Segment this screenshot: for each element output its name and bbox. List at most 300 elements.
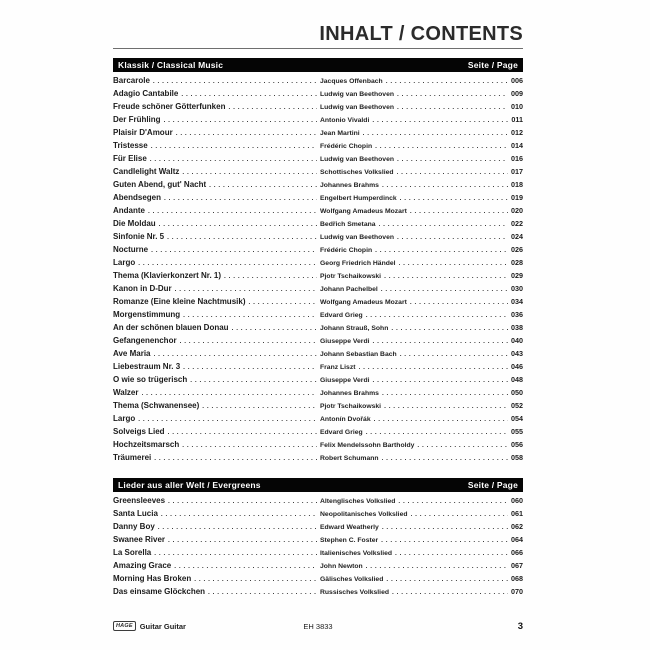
- entry-page: 036: [511, 310, 523, 319]
- entry-composer-cell: [320, 273, 511, 280]
- entry-page: 060: [511, 496, 523, 505]
- entry-title-cell: [113, 284, 320, 293]
- page-footer: [113, 618, 523, 634]
- entry-page: 026: [511, 245, 523, 254]
- dot-leader: [208, 589, 317, 596]
- publisher-block: [113, 621, 186, 631]
- dot-leader: [164, 195, 317, 202]
- toc-entry-row: [113, 115, 523, 128]
- page-header: [113, 0, 523, 49]
- section-page-header: Seite / Page: [467, 480, 518, 490]
- dot-leader: [382, 524, 508, 531]
- dot-leader: [411, 511, 508, 518]
- dot-leader: [400, 195, 508, 202]
- toc-entry-row: [113, 522, 523, 535]
- dot-leader: [182, 169, 317, 176]
- entry-composer: Pjotr Tschaikowski: [320, 273, 382, 280]
- entry-title: Adagio Cantabile: [113, 89, 179, 98]
- dot-leader: [366, 429, 508, 436]
- dot-leader: [174, 563, 317, 570]
- dot-leader: [154, 455, 317, 462]
- section-header-bar: [113, 58, 523, 72]
- entry-title: Candlelight Waltz: [113, 167, 180, 176]
- entry-composer-cell: [320, 260, 511, 267]
- entry-composer: Felix Mendelssohn Bartholdy: [320, 442, 415, 449]
- entry-composer-cell: [320, 130, 511, 137]
- entry-title-cell: [113, 362, 320, 371]
- toc-entry-row: [113, 180, 523, 193]
- dot-leader: [392, 589, 508, 596]
- entry-title: Für Elise: [113, 154, 147, 163]
- entry-composer-cell: [320, 312, 511, 319]
- entry-title: Morning Has Broken: [113, 574, 192, 583]
- entry-composer-cell: [320, 117, 511, 124]
- entry-composer: Gälisches Volkslied: [320, 576, 384, 583]
- dot-leader: [382, 455, 508, 462]
- entry-composer-cell: [320, 325, 511, 332]
- entry-page: 050: [511, 388, 523, 397]
- entry-title-cell: [113, 232, 320, 241]
- entry-title: Walzer: [113, 388, 139, 397]
- toc-entry-row: [113, 258, 523, 271]
- entry-composer-cell: [320, 576, 511, 583]
- dot-leader: [372, 117, 508, 124]
- entry-page: 024: [511, 232, 523, 241]
- entry-title-cell: [113, 167, 320, 176]
- entry-composer: Wolfgang Amadeus Mozart: [320, 299, 407, 306]
- entry-composer: Stephen C. Foster: [320, 537, 379, 544]
- dot-leader: [209, 182, 317, 189]
- toc-entry-row: [113, 310, 523, 323]
- dot-leader: [397, 104, 508, 111]
- entry-composer-cell: [320, 390, 511, 397]
- section-page-header: Seite / Page: [467, 60, 518, 70]
- entry-page: 056: [511, 440, 523, 449]
- dot-leader: [395, 550, 508, 557]
- entry-title-cell: [113, 180, 320, 189]
- entry-title-cell: [113, 206, 320, 215]
- entry-title: Barcarole: [113, 76, 150, 85]
- dot-leader: [372, 338, 508, 345]
- publisher-logo: HAGE: [113, 621, 136, 631]
- entry-composer-cell: [320, 351, 511, 358]
- entry-title: Largo: [113, 258, 136, 267]
- entry-composer-cell: [320, 143, 511, 150]
- dot-leader: [224, 273, 317, 280]
- entry-page: 020: [511, 206, 523, 215]
- entry-composer-cell: [320, 195, 511, 202]
- entry-composer: Johann Strauß, Sohn: [320, 325, 389, 332]
- toc-entry-row: [113, 297, 523, 310]
- entry-title-cell: [113, 258, 320, 267]
- entry-page: 064: [511, 535, 523, 544]
- entry-title-cell: [113, 401, 320, 410]
- dot-leader: [384, 273, 508, 280]
- section-rows: [113, 492, 523, 600]
- entry-composer-cell: [320, 91, 511, 98]
- entry-title: Das einsame Glöckchen: [113, 587, 206, 596]
- toc-content: [113, 0, 523, 600]
- dot-leader: [375, 143, 508, 150]
- toc-entry-row: [113, 76, 523, 89]
- dot-leader: [154, 351, 318, 358]
- toc-entry-row: [113, 102, 523, 115]
- entry-composer: Johann Pachelbel: [320, 286, 378, 293]
- entry-title-cell: [113, 89, 320, 98]
- entry-title-cell: [113, 297, 320, 306]
- entry-composer: Franz Liszt: [320, 364, 356, 371]
- dot-leader: [398, 498, 508, 505]
- entry-title: Tristesse: [113, 141, 148, 150]
- entry-composer: Ludwig van Beethoven: [320, 156, 395, 163]
- entry-title-cell: [113, 414, 320, 423]
- dot-leader: [150, 156, 317, 163]
- dot-leader: [384, 403, 508, 410]
- dot-leader: [381, 286, 508, 293]
- entry-title: Sinfonie Nr. 5: [113, 232, 165, 241]
- entry-title-cell: [113, 509, 320, 518]
- dot-leader: [382, 390, 508, 397]
- toc-entry-row: [113, 440, 523, 453]
- dot-leader: [183, 364, 317, 371]
- entry-composer-cell: [320, 169, 511, 176]
- dot-leader: [372, 377, 508, 384]
- dot-leader: [167, 234, 317, 241]
- entry-page: 055: [511, 427, 523, 436]
- entry-title-cell: [113, 336, 320, 345]
- entry-title: Kanon in D-Dur: [113, 284, 172, 293]
- entry-title-cell: [113, 375, 320, 384]
- dot-leader: [381, 537, 508, 544]
- entry-composer: Schottisches Volkslied: [320, 169, 394, 176]
- entry-title: Der Frühling: [113, 115, 161, 124]
- entry-composer-cell: [320, 524, 511, 531]
- entry-page: 067: [511, 561, 523, 570]
- entry-page: 034: [511, 297, 523, 306]
- entry-composer-cell: [320, 429, 511, 436]
- dot-leader: [359, 364, 509, 371]
- entry-title: Danny Boy: [113, 522, 155, 531]
- entry-title: Nocturne: [113, 245, 149, 254]
- toc-entry-row: [113, 574, 523, 587]
- entry-composer: Pjotr Tschaikowski: [320, 403, 382, 410]
- entry-composer-cell: [320, 416, 511, 423]
- dot-leader: [164, 117, 317, 124]
- entry-composer: Giuseppe Verdi: [320, 338, 370, 345]
- entry-title: Solveigs Lied: [113, 427, 165, 436]
- entry-title: Hochzeitsmarsch: [113, 440, 180, 449]
- dot-leader: [228, 104, 317, 111]
- dot-leader: [161, 511, 317, 518]
- entry-page: 017: [511, 167, 523, 176]
- toc-entry-row: [113, 336, 523, 349]
- entry-title: Thema (Schwanensee): [113, 401, 200, 410]
- entry-title: An der schönen blauen Donau: [113, 323, 229, 332]
- toc-entry-row: [113, 271, 523, 284]
- entry-title-cell: [113, 115, 320, 124]
- toc-entry-row: [113, 232, 523, 245]
- entry-page: 012: [511, 128, 523, 137]
- entry-title: Die Moldau: [113, 219, 156, 228]
- page-title: INHALT / CONTENTS: [319, 23, 523, 45]
- entry-page: 046: [511, 362, 523, 371]
- entry-page: 048: [511, 375, 523, 384]
- entry-title: Ave Maria: [113, 349, 151, 358]
- entry-page: 038: [511, 323, 523, 332]
- dot-leader: [397, 234, 508, 241]
- entry-composer: Wolfgang Amadeus Mozart: [320, 208, 407, 215]
- entry-page: 028: [511, 258, 523, 267]
- section-title: Lieder aus aller Welt / Evergreens: [118, 480, 261, 490]
- entry-title-cell: [113, 193, 320, 202]
- toc-entry-row: [113, 427, 523, 440]
- entry-composer-cell: [320, 247, 511, 254]
- dot-leader: [391, 325, 508, 332]
- entry-title: Romanze (Eine kleine Nachtmusik): [113, 297, 246, 306]
- entry-title: Swanee River: [113, 535, 166, 544]
- dot-leader: [232, 325, 317, 332]
- entry-composer-cell: [320, 377, 511, 384]
- entry-page: 040: [511, 336, 523, 345]
- entry-title-cell: [113, 219, 320, 228]
- entry-page: 006: [511, 76, 523, 85]
- entry-title-cell: [113, 102, 320, 111]
- dot-leader: [168, 429, 317, 436]
- entry-composer: Georg Friedrich Händel: [320, 260, 396, 267]
- entry-composer: Engelbert Humperdinck: [320, 195, 397, 202]
- toc-entry-row: [113, 453, 523, 466]
- entry-title-cell: [113, 76, 320, 85]
- entry-composer: Altenglisches Volkslied: [320, 498, 396, 505]
- entry-composer: Antonio Vivaldi: [320, 117, 370, 124]
- dot-leader: [400, 351, 508, 358]
- dot-leader: [379, 221, 508, 228]
- entry-title-cell: [113, 548, 320, 557]
- entry-page: 068: [511, 574, 523, 583]
- entry-title-cell: [113, 427, 320, 436]
- entry-page: 043: [511, 349, 523, 358]
- dot-leader: [190, 377, 317, 384]
- entry-page: 009: [511, 89, 523, 98]
- entry-page: 066: [511, 548, 523, 557]
- entry-composer: Jacques Offenbach: [320, 78, 383, 85]
- entry-title-cell: [113, 141, 320, 150]
- toc-entry-row: [113, 141, 523, 154]
- entry-title: Träumerei: [113, 453, 152, 462]
- toc-entry-row: [113, 548, 523, 561]
- entry-title-cell: [113, 128, 320, 137]
- entry-composer-cell: [320, 299, 511, 306]
- dot-leader: [142, 390, 318, 397]
- entry-composer-cell: [320, 208, 511, 215]
- entry-title: Andante: [113, 206, 145, 215]
- entry-title-cell: [113, 310, 320, 319]
- toc-entry-row: [113, 193, 523, 206]
- entry-composer-cell: [320, 589, 511, 596]
- entry-page: 011: [511, 115, 523, 124]
- entry-composer: Frédéric Chopin: [320, 143, 373, 150]
- dot-leader: [248, 299, 317, 306]
- entry-title-cell: [113, 453, 320, 462]
- entry-composer: Johannes Brahms: [320, 390, 379, 397]
- toc-entry-row: [113, 89, 523, 102]
- toc-section: [113, 478, 523, 600]
- entry-composer-cell: [320, 234, 511, 241]
- dot-leader: [397, 156, 508, 163]
- entry-title-cell: [113, 245, 320, 254]
- dot-leader: [176, 130, 317, 137]
- dot-leader: [363, 130, 508, 137]
- toc-entry-row: [113, 167, 523, 180]
- entry-title: Greensleeves: [113, 496, 166, 505]
- dot-leader: [151, 247, 317, 254]
- footer-page-number: 3: [517, 620, 523, 632]
- toc-entry-row: [113, 362, 523, 375]
- toc-sections: [113, 58, 523, 600]
- dot-leader: [194, 576, 317, 583]
- dot-leader: [168, 537, 317, 544]
- entry-composer: Antonín Dvořák: [320, 416, 371, 423]
- entry-composer-cell: [320, 156, 511, 163]
- dot-leader: [417, 442, 508, 449]
- entry-composer: Johannes Brahms: [320, 182, 379, 189]
- dot-leader: [175, 286, 317, 293]
- entry-title-cell: [113, 440, 320, 449]
- entry-composer-cell: [320, 221, 511, 228]
- dot-leader: [154, 550, 317, 557]
- entry-title: Santa Lucia: [113, 509, 158, 518]
- dot-leader: [138, 416, 317, 423]
- entry-composer: Edward Weatherly: [320, 524, 379, 531]
- entry-composer-cell: [320, 78, 511, 85]
- dot-leader: [397, 91, 508, 98]
- toc-entry-row: [113, 535, 523, 548]
- dot-leader: [366, 563, 508, 570]
- toc-entry-row: [113, 509, 523, 522]
- section-title: Klassik / Classical Music: [118, 60, 224, 70]
- entry-page: 014: [511, 141, 523, 150]
- entry-page: 022: [511, 219, 523, 228]
- dot-leader: [153, 78, 317, 85]
- entry-composer-cell: [320, 338, 511, 345]
- toc-entry-row: [113, 375, 523, 388]
- dot-leader: [375, 247, 508, 254]
- entry-composer: Johann Sebastian Bach: [320, 351, 397, 358]
- entry-page: 018: [511, 180, 523, 189]
- entry-composer: John Newton: [320, 563, 363, 570]
- entry-title: Thema (Klavierkonzert Nr. 1): [113, 271, 222, 280]
- entry-composer-cell: [320, 364, 511, 371]
- entry-title-cell: [113, 349, 320, 358]
- catalog-number: EH 3833: [303, 621, 333, 631]
- entry-title-cell: [113, 535, 320, 544]
- entry-composer: Frédéric Chopin: [320, 247, 373, 254]
- toc-entry-row: [113, 219, 523, 232]
- dot-leader: [168, 498, 317, 505]
- entry-composer: Neopolitanisches Volkslied: [320, 511, 408, 518]
- dot-leader: [158, 524, 317, 531]
- entry-title: Plaisir D'Amour: [113, 128, 173, 137]
- entry-title: Amazing Grace: [113, 561, 172, 570]
- dot-leader: [382, 182, 508, 189]
- dot-leader: [202, 403, 317, 410]
- entry-page: 070: [511, 587, 523, 596]
- entry-title-cell: [113, 522, 320, 531]
- entry-composer-cell: [320, 537, 511, 544]
- toc-entry-row: [113, 154, 523, 167]
- entry-composer: Ludwig van Beethoven: [320, 234, 395, 241]
- entry-composer-cell: [320, 442, 511, 449]
- entry-composer-cell: [320, 182, 511, 189]
- section-rows: [113, 72, 523, 466]
- entry-composer: Edvard Grieg: [320, 312, 363, 319]
- dot-leader: [183, 312, 317, 319]
- dot-leader: [159, 221, 317, 228]
- toc-entry-row: [113, 561, 523, 574]
- entry-composer: Italienisches Volkslied: [320, 550, 393, 557]
- entry-title-cell: [113, 587, 320, 596]
- entry-composer: Jean Martini: [320, 130, 360, 137]
- entry-composer: Bedřich Smetana: [320, 221, 376, 228]
- toc-entry-row: [113, 587, 523, 600]
- dot-leader: [410, 208, 508, 215]
- toc-entry-row: [113, 414, 523, 427]
- entry-composer-cell: [320, 104, 511, 111]
- dot-leader: [374, 416, 508, 423]
- toc-entry-row: [113, 245, 523, 258]
- entry-page: 052: [511, 401, 523, 410]
- entry-composer: Ludwig van Beethoven: [320, 104, 395, 111]
- entry-title: O wie so trügerisch: [113, 375, 188, 384]
- entry-title: Gefangenenchor: [113, 336, 177, 345]
- entry-composer-cell: [320, 286, 511, 293]
- entry-composer: Russisches Volkslied: [320, 589, 390, 596]
- entry-page: 019: [511, 193, 523, 202]
- entry-page: 010: [511, 102, 523, 111]
- dot-leader: [410, 299, 508, 306]
- entry-title: Largo: [113, 414, 136, 423]
- header-rule: [113, 48, 523, 49]
- entry-composer-cell: [320, 455, 511, 462]
- section-header-bar: [113, 478, 523, 492]
- entry-title: Liebestraum Nr. 3: [113, 362, 181, 371]
- dot-leader: [386, 78, 508, 85]
- toc-entry-row: [113, 496, 523, 509]
- toc-entry-row: [113, 206, 523, 219]
- entry-page: 058: [511, 453, 523, 462]
- entry-title-cell: [113, 323, 320, 332]
- entry-title-cell: [113, 388, 320, 397]
- entry-title-cell: [113, 496, 320, 505]
- dot-leader: [399, 260, 508, 267]
- entry-composer-cell: [320, 498, 511, 505]
- series-title: Guitar Guitar: [139, 621, 186, 631]
- entry-title: Guten Abend, gut' Nacht: [113, 180, 207, 189]
- toc-entry-row: [113, 323, 523, 336]
- entry-composer: Ludwig van Beethoven: [320, 91, 395, 98]
- entry-composer-cell: [320, 511, 511, 518]
- entry-page: 054: [511, 414, 523, 423]
- toc-entry-row: [113, 388, 523, 401]
- entry-composer-cell: [320, 403, 511, 410]
- entry-composer-cell: [320, 563, 511, 570]
- entry-page: 029: [511, 271, 523, 280]
- dot-leader: [138, 260, 317, 267]
- entry-composer: Edvard Grieg: [320, 429, 363, 436]
- entry-page: 030: [511, 284, 523, 293]
- entry-title: Morgenstimmung: [113, 310, 181, 319]
- toc-entry-row: [113, 349, 523, 362]
